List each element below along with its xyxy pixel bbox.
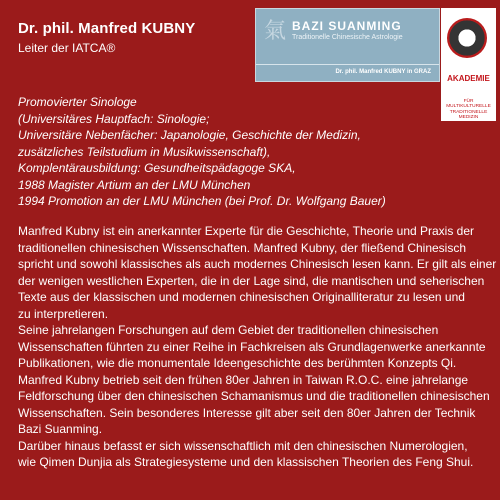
banner-subtitle: Traditionelle Chinesische Astrologie	[292, 34, 403, 41]
academy-name: AKADEMIE	[447, 74, 490, 83]
author-role: Leiter der IATCA®	[18, 41, 116, 55]
education-line: (Universitäres Hauptfach: Sinologie;	[18, 111, 210, 126]
bio-line: Texte aus der klassischen und modernen chinesischen Originalliteratur zu lesen und	[18, 290, 465, 304]
qi-character-icon: 氣	[264, 19, 287, 44]
banner-title: BAZI SUANMING	[292, 19, 402, 33]
author-name: Dr. phil. Manfred KUBNY	[18, 20, 196, 37]
education-line: Universitäre Nebenfächer: Japanologie, Geschichte der Medizin,	[18, 128, 361, 142]
bio-line: Wissenschaften führten zu einer Reihe in Fachkreisen als Grundlagenwerke anerkannte	[18, 339, 486, 354]
bio-line: traditionellen chinesischen Wissenschaften. Manfred Kubny, der fließend Chinesisch	[18, 240, 467, 255]
yin-yang-icon	[447, 18, 487, 58]
bio-line: Feldforschung über den chinesischen Schamanismus und die traditionellen chinesischen	[18, 389, 490, 403]
bio-line: Publikationen, wie die monumentale Ideengeschichte des berühmten Konzepts Qi.	[18, 356, 457, 370]
education-line: 1994 Promotion an der LMU München (bei Prof. Dr. Wolfgang Bauer)	[18, 194, 386, 208]
banner-divider	[256, 64, 439, 65]
education-line: 1988 Magister Artium an der LMU München	[18, 177, 251, 192]
academy-subtitle: FÜR MULTIKULTURELLE TRADITIONELLE MEDIZIN	[446, 99, 491, 120]
education-section	[18, 94, 438, 210]
bazi-banner-image[interactable]	[255, 8, 440, 82]
education-line: Promovierter Sinologe	[18, 95, 137, 109]
bio-line: wie Qimen Dunjia als Strategiesysteme und den klassischen Theorien des Feng Shui.	[18, 455, 474, 469]
education-line: Komplentärausbildung: Gesundheitspädagoge SKA,	[18, 161, 296, 175]
bio-line: spricht und sowohl klassisches als auch modernes Chinesisch lesen kann. Er gilt als einer	[18, 257, 497, 271]
bio-line: Manfred Kubny betrieb seit den frühen 80er Jahren in Taiwan R.O.C. eine jahrelange	[18, 372, 469, 387]
education-line: zusätzliches Teilstudium in Musikwissenschaft),	[18, 144, 271, 159]
bio-line: Seine jahrelangen Forschungen auf dem Gebiet der traditionellen chinesischen	[18, 323, 439, 337]
bio-line: der wenigen westlichen Experten, die in der Lage sind, die mantischen und seherischen	[18, 273, 485, 288]
bio-line: Manfred Kubny ist ein anerkannter Experte für die Geschichte, Theorie und Praxis der	[18, 224, 475, 238]
bio-line: zu interpretieren.	[18, 306, 109, 321]
bio-line: Wissenschaften. Sein besonderes Interesse gilt aber seit den 80er Jahren der Technik	[18, 405, 476, 420]
bio-line: Darüber hinaus befasst er sich wissenschaftlich mit den chinesischen Numerologien,	[18, 438, 468, 453]
banner-footer: Dr. phil. Manfred KUBNY in GRAZ	[335, 69, 431, 75]
biography-text	[18, 223, 497, 471]
bio-line: Bazi Suanming.	[18, 422, 103, 436]
academy-logo[interactable]	[441, 8, 496, 121]
